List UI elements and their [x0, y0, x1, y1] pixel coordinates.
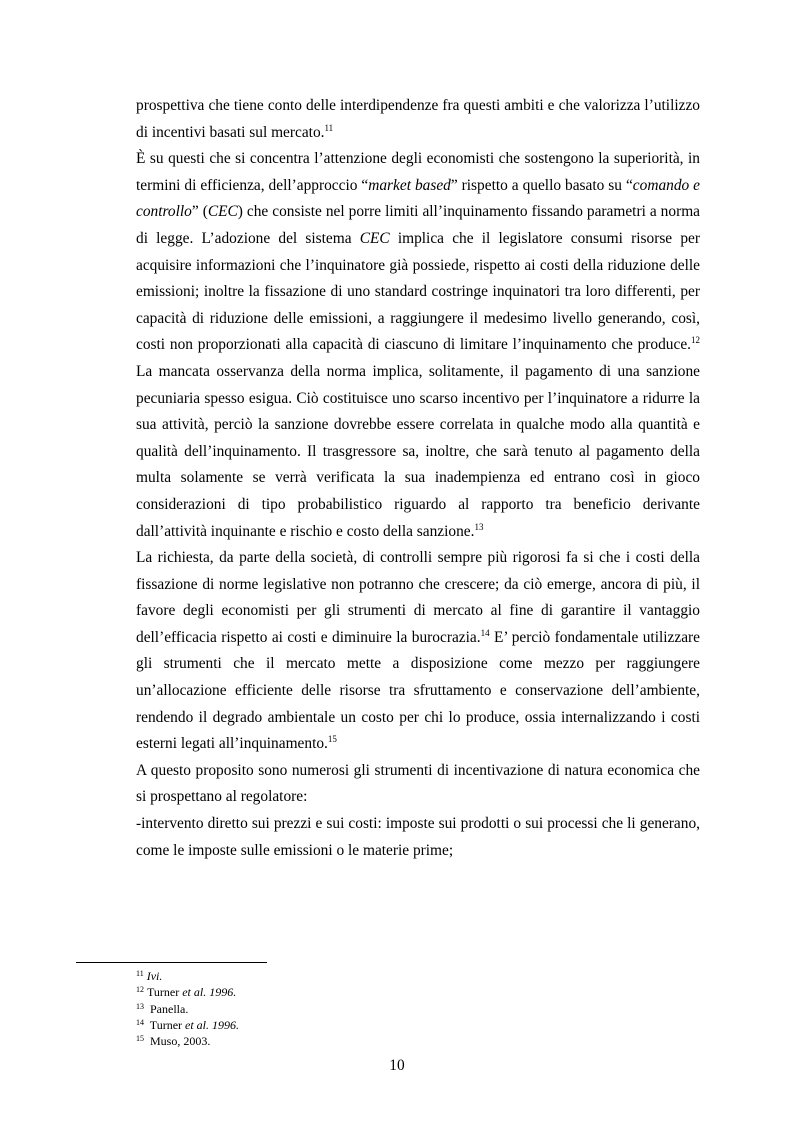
footnote-reference: 14: [480, 627, 490, 638]
text-run: A questo proposito sono numerosi gli strumenti di incentivazione di natura economica che si prospettano al regolatore:: [136, 761, 700, 806]
italic-text: CEC: [207, 203, 238, 221]
italic-text: comando e controllo: [136, 176, 701, 221]
text-run: ) che consiste nel porre limiti all’inquinamento fissando parametri a norma di legge. L’adozione del sistema: [136, 203, 700, 247]
paragraph: [136, 758, 700, 811]
page-number: 10: [389, 1057, 405, 1074]
text-run: implica che il legislatore consumi risorse per acquisire informazioni che l’inquinatore già possiede, rispetto ai costi della riduzione delle emissioni; inoltre la fissazione di uno standard costringe inquinatori tra loro differenti, per capacità di riduzione delle emissioni, a raggiungere il medesimo livello generando, così, costi non proporzionati alla capacità di ciascuno di limitare l’inquinamento che produce.: [136, 229, 700, 354]
footnote-number: 15: [136, 1034, 144, 1044]
italic-text: et al. 1996.: [185, 1017, 240, 1032]
footnote-number: 14: [136, 1017, 144, 1027]
text-run: Muso, 2003.: [147, 1034, 211, 1049]
footnote: [136, 1018, 239, 1034]
text-run: ” rispetto a quello basato su “: [450, 176, 633, 194]
italic-text: Ivi.: [146, 969, 163, 983]
footnote: [136, 985, 239, 1001]
text-run: Turner: [147, 1017, 186, 1032]
paragraph: [136, 545, 700, 758]
body-text: [136, 93, 700, 864]
footnotes: [136, 969, 239, 1050]
paragraph: [136, 811, 700, 864]
text-run: La richiesta, da parte della società, di controlli sempre più rigorosi fa si che i costi della fissazione di norme legislative non potranno che crescere; da ciò emerge, ancora di più, il favore degli economisti per gli strumenti di mercato al fine di garantire il vantaggio dell’efficacia rispetto ai costi e diminuire la burocrazia.: [136, 549, 700, 646]
italic-text: CEC: [359, 229, 390, 247]
footnote-reference: 15: [327, 734, 337, 745]
text-run: Turner: [147, 985, 183, 1000]
text-run: Panella.: [147, 1001, 189, 1016]
italic-text: market based: [368, 176, 451, 194]
footnote-reference: 13: [474, 521, 484, 532]
text-run: È su questi che si concentra l’attenzione degli economisti che sostengono la superiorità, in termini di efficienza, dell’approccio “: [136, 150, 700, 194]
footnote: [136, 1002, 239, 1018]
text-run: ” (: [191, 203, 208, 221]
footnote-reference: 11: [324, 122, 334, 133]
text-run: La mancata osservanza della norma implica, solitamente, il pagamento di una sanzione pecuniaria spesso esigua. Ciò costituisce uno scarso incentivo per l’inquinatore a ridurre la sua attività, perciò la sanzione dovrebbe essere correlata in qualche modo alla quantità e qualità dell’inquinamento. Il trasgressore sa, inoltre, che sarà tenuto al pagamento della multa solamente se verrà verificata la sua inadempienza ed entrano così in gioco considerazioni di tipo probabilistico riguardo al rapporto tra beneficio derivante dall’attività inquinante e rischio e costo della sanzione.: [136, 362, 700, 540]
paragraph: [136, 93, 700, 146]
italic-text: et al. 1996.: [182, 985, 237, 1000]
text-run: -intervento diretto sui prezzi e sui costi: imposte sui prodotti o sui processi che li generano, come le imposte sulle emissioni o le materie prime;: [136, 815, 700, 859]
footnote-number: 12: [136, 985, 144, 995]
footnote: [136, 1034, 239, 1050]
text-run: E’ perciò fondamentale utilizzare gli strumenti che il mercato mette a disposizione come mezzo per raggiungere un’allocazione efficiente delle risorse tra sfruttamento e conservazione dell’ambiente, rendendo il degrado ambientale un costo per chi lo produce, ossia internalizzando i costi esterni legati all’inquinamento.: [136, 628, 700, 753]
footnote-number: 13: [136, 1001, 144, 1011]
footnote-reference: 12: [691, 335, 700, 346]
footnote-number: 11: [136, 969, 144, 978]
paragraph: [136, 146, 700, 545]
text-run: prospettiva che tiene conto delle interdipendenze fra questi ambiti e che valorizza l’utilizzo di incentivi basati sul mercato.: [136, 97, 700, 141]
footnote-separator: [76, 962, 267, 963]
footnote: [136, 969, 239, 985]
